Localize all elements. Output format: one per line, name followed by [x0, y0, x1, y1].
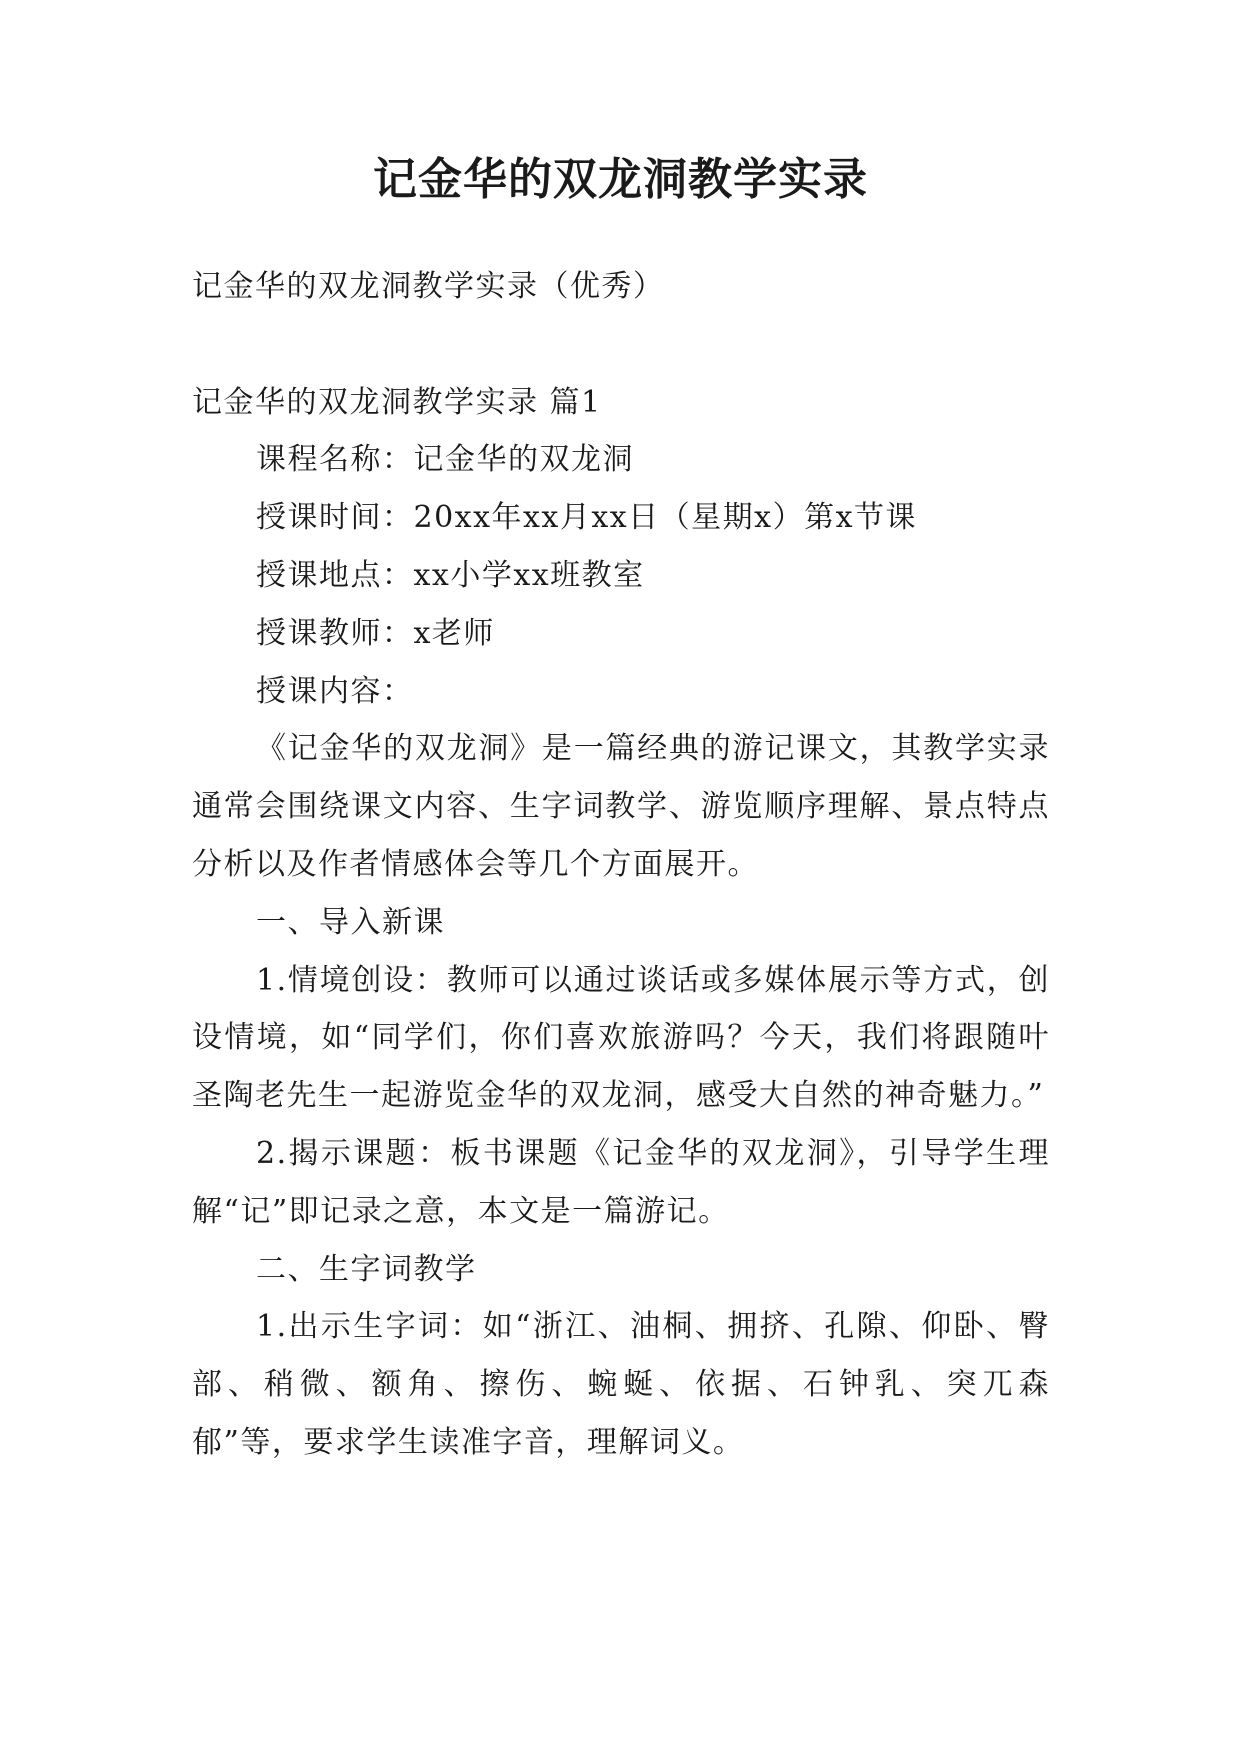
document-subtitle: 记金华的双龙洞教学实录（优秀） — [192, 269, 665, 304]
meta-course-name: 课程名称：记金华的双龙洞 — [256, 442, 634, 478]
meta-class-time: 授课时间：20xx年xx月xx日（星期x）第x节课 — [256, 500, 918, 536]
paragraph-intro: 《记金华的双龙洞》是一篇经典的游记课文，其教学实录通常会围绕课文内容、生字词教学、游览顺序理解、景点特点分析以及作者情感体会等几个方面展开。 — [192, 731, 1050, 882]
document-body — [192, 258, 1050, 1472]
heading-part-one: 一、导入新课 — [256, 904, 445, 940]
paragraph-situation: 1.情境创设：教师可以通过谈话或多媒体展示等方式，创设情境，如“同学们，你们喜欢旅游吗？今天，我们将跟随叶圣陶老先生一起游览金华的双龙洞，感受大自然的神奇魅力。” — [192, 962, 1050, 1114]
paragraph-reveal-title: 2.揭示课题：板书课题《记金华的双龙洞》，引导学生理解“记”即记录之意，本文是一篇游记。 — [192, 1135, 1050, 1229]
paragraph-vocabulary: 1.出示生字词：如“浙江、油桐、拥挤、孔隙、仰卧、臀部、稍微、额角、擦伤、蜿蜒、依据、石钟乳、突兀森郁”等，要求学生读准字音，理解词义。 — [192, 1309, 1050, 1460]
meta-teacher: 授课教师：x老师 — [256, 615, 495, 651]
meta-content-label: 授课内容： — [256, 673, 414, 709]
meta-class-location: 授课地点：xx小学xx班教室 — [256, 557, 645, 593]
document-title: 记金华的双龙洞教学实录 — [373, 154, 868, 205]
heading-part-two: 二、生字词教学 — [256, 1251, 477, 1287]
section-heading: 记金华的双龙洞教学实录 篇1 — [192, 384, 602, 420]
